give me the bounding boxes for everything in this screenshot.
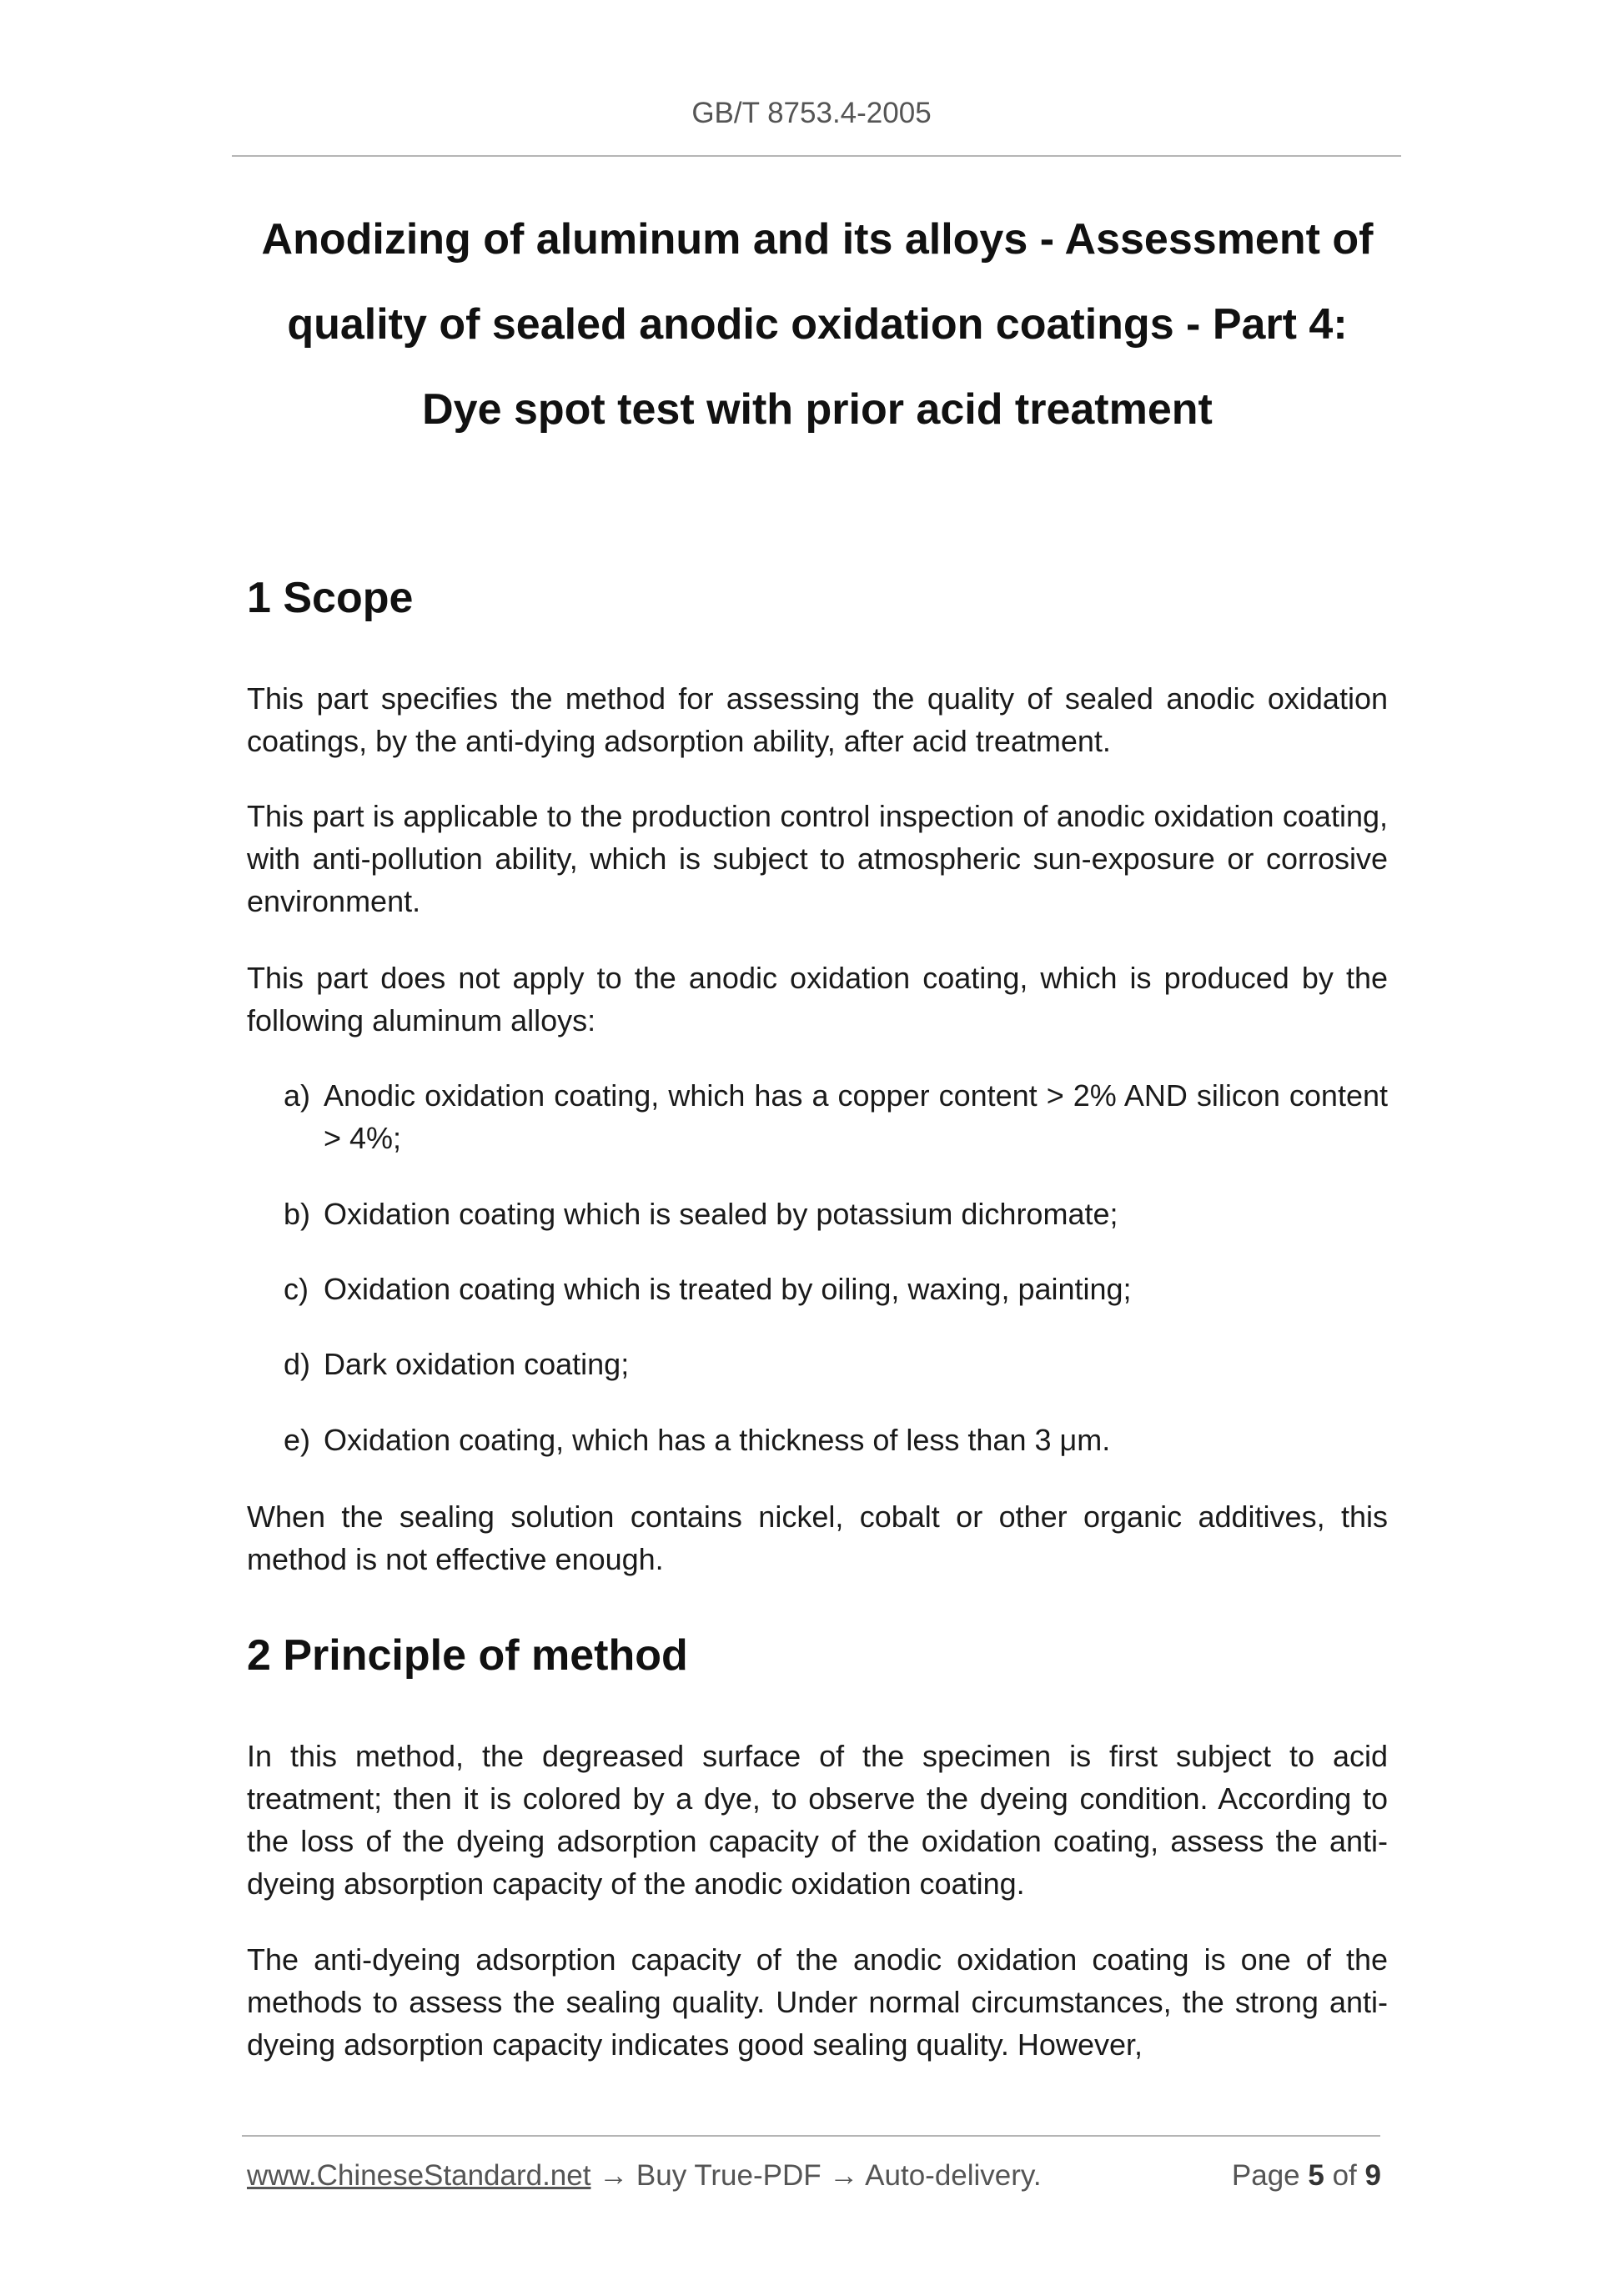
footer-promo	[247, 2159, 1042, 2193]
list-item	[284, 1074, 1388, 1159]
list-item-text: Anodic oxidation coating, which has a copper content > 2% AND silicon content > 4%;	[324, 1078, 1388, 1155]
principle-paragraph-2: The anti-dyeing adsorption capacity of the anodic oxidation coating is one of the methods to assess the sealing quality. Under normal circumstances, the strong anti-dyeing adsorption capacity indicates good sealing quality. However,	[247, 1942, 1388, 2062]
list-item	[284, 1343, 1388, 1385]
page-label: Page	[1231, 2159, 1300, 2192]
list-item	[284, 1419, 1388, 1461]
title-line-3: Dye spot test with prior acid treatment	[422, 385, 1213, 434]
scope-paragraph-2: This part is applicable to the production control inspection of anodic oxidation coating, with anti-pollution ability, which is subject to atmospheric sun-exposure or corrosive environment.	[247, 799, 1388, 918]
list-item	[284, 1193, 1388, 1235]
footer-divider	[242, 2135, 1380, 2137]
section-1-heading: 1 Scope	[247, 574, 414, 622]
page-of-label: of	[1332, 2159, 1357, 2192]
exclusion-list	[284, 1419, 1388, 1461]
principle-paragraph-1: In this method, the degreased surface of the specimen is first subject to acid treatment; then it is colored by a dye, to observe the dyeing condition. According to the loss of the dyeing adsorption capacity of the oxidation coating, assess the anti-dyeing absorption capacity of the anodic oxidation coating.	[247, 1739, 1388, 1901]
exclusion-list	[284, 1268, 1388, 1310]
list-item-text: Dark oxidation coating;	[324, 1347, 630, 1381]
document-title	[217, 197, 1418, 452]
header-divider	[232, 155, 1401, 157]
title-line-1: Anodizing of aluminum and its alloys - Assessment of	[261, 215, 1374, 264]
current-page-number: 5	[1308, 2159, 1324, 2192]
title-line-2: quality of sealed anodic oxidation coatings - Part 4:	[287, 300, 1348, 349]
scope-paragraph-1: This part specifies the method for assessing the quality of sealed anodic oxidation coatings, by the anti-dying adsorption ability, after acid treatment.	[247, 681, 1388, 758]
list-marker: b)	[284, 1197, 311, 1231]
page-indicator	[1232, 2159, 1381, 2193]
standard-code: GB/T 8753.4-2005	[691, 97, 932, 129]
list-item	[284, 1268, 1388, 1310]
site-link[interactable]: www.ChineseStandard.net	[247, 2159, 591, 2192]
list-marker: a)	[284, 1078, 311, 1113]
list-marker: e)	[284, 1423, 311, 1457]
exclusion-list	[284, 1343, 1388, 1385]
scope-paragraph-4: When the sealing solution contains nickel, cobalt or other organic additives, this method is not effective enough.	[247, 1500, 1388, 1576]
section-2-heading: 2 Principle of method	[247, 1631, 688, 1680]
exclusion-list	[284, 1074, 1388, 1159]
list-marker: c)	[284, 1272, 309, 1306]
total-pages-number: 9	[1364, 2159, 1381, 2192]
promo-text: → Buy True-PDF → Auto-delivery.	[590, 2159, 1042, 2192]
scope-paragraph-3: This part does not apply to the anodic oxidation coating, which is produced by the following aluminum alloys:	[247, 961, 1388, 1037]
list-marker: d)	[284, 1347, 311, 1381]
page-footer	[247, 2159, 1381, 2193]
list-item-text: Oxidation coating, which has a thickness of less than 3 μm.	[324, 1423, 1111, 1457]
list-item-text: Oxidation coating which is sealed by potassium dichromate;	[324, 1197, 1118, 1231]
list-item-text: Oxidation coating which is treated by oiling, waxing, painting;	[324, 1272, 1132, 1306]
exclusion-list	[284, 1193, 1388, 1235]
